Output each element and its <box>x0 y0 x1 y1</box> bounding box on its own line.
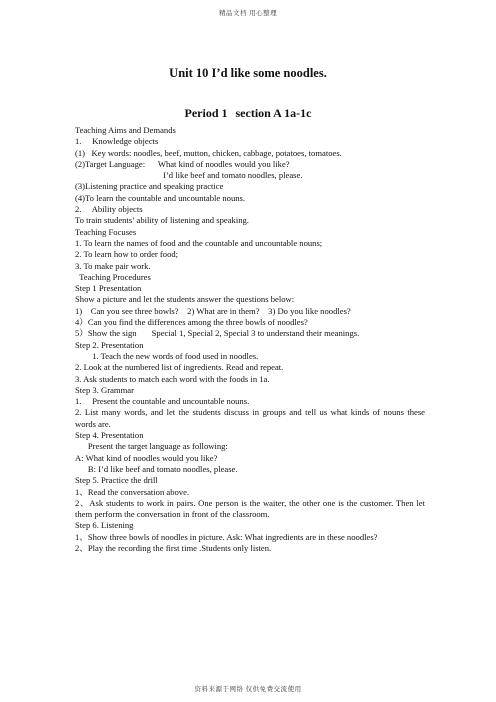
body-line: 2、Ask students to work in pairs. One person is the waiter, the other one is the customer. Then let them perform the conversation in front of the classroom. <box>75 497 425 520</box>
body-line: Step 1 Presentation <box>75 283 142 294</box>
body-line: Present the target language as following: <box>75 441 228 452</box>
body-line: 1. Knowledge objects <box>75 136 159 147</box>
document-body <box>75 125 425 554</box>
body-line: 3. Ask students to match each word with the foods in 1a. <box>75 373 270 384</box>
body-line: 2. List many words, and let the students discuss in groups and tell us what kinds of nouns these words are. <box>75 407 425 429</box>
body-line: Step 4. Presentation <box>75 430 144 441</box>
body-line: I’d like beef and tomato noodles, please. <box>75 170 303 181</box>
body-line: To train students’ ability of listening and speaking. <box>75 215 249 226</box>
document-subtitle <box>0 106 496 121</box>
body-line: 4）Can you find the differences among the three bowls of noodles? <box>75 317 308 328</box>
body-line: Show a picture and let the students answer the questions below: <box>75 294 295 305</box>
body-line: Teaching Aims and Demands <box>75 125 176 135</box>
page-footer: 资料来源于网络 仅供免费交流使用 <box>194 686 302 693</box>
period-label: Period 1 <box>184 106 228 120</box>
body-line: 2. To learn how to order food; <box>75 249 179 260</box>
body-line: Teaching Focuses <box>75 226 137 237</box>
body-line: 5）Show the sign Special 1, Special 2, Special 3 to understand their meanings. <box>75 328 360 339</box>
body-line: 1、Show three bowls of noodles in picture. Ask: What ingredients are in these noodles? <box>75 531 378 542</box>
body-line: 1. Present the countable and uncountable nouns. <box>75 396 250 407</box>
body-line: 1) Can you see three bowls? 2) What are in them? 3) Do you like noodles? <box>75 305 351 316</box>
body-line: Step 6. Listening <box>75 520 134 531</box>
body-line: 2、Play the recording the first time .Students only listen. <box>75 542 272 553</box>
body-line: 1、Read the conversation above. <box>75 486 190 497</box>
body-line: B: I’d like beef and tomato noodles, please. <box>75 463 238 474</box>
body-line: 1. Teach the new words of food used in noodles. <box>75 350 259 361</box>
body-line: 2. Ability objects <box>75 204 143 215</box>
body-line: A: What kind of noodles would you like? <box>75 452 218 463</box>
body-line: Step 2. Presentation <box>75 339 144 350</box>
body-line: 3. To make pair work. <box>75 260 151 271</box>
body-line: Step 3. Grammar <box>75 384 134 395</box>
body-line: (3)Listening practice and speaking practice <box>75 181 224 192</box>
body-line: (1) Key words: noodles, beef, mutton, chicken, cabbage, potatoes, tomatoes. <box>75 147 342 158</box>
body-line: Step 5. Practice the drill <box>75 475 158 486</box>
body-line: (4)To learn the countable and uncountable nouns. <box>75 192 246 203</box>
document-title: Unit 10 I’d like some noodles. <box>169 66 327 80</box>
page-header: 精品文档 用心整理 <box>218 10 278 17</box>
body-line: 1. To learn the names of food and the countable and uncountable nouns; <box>75 237 323 248</box>
section-label: section A 1a-1c <box>235 106 312 120</box>
body-line: 2. Look at the numbered list of ingredients. Read and repeat. <box>75 362 284 373</box>
body-line: Teaching Procedures <box>75 271 151 282</box>
body-line: (2)Target Language: What kind of noodles would you like? <box>75 158 290 169</box>
